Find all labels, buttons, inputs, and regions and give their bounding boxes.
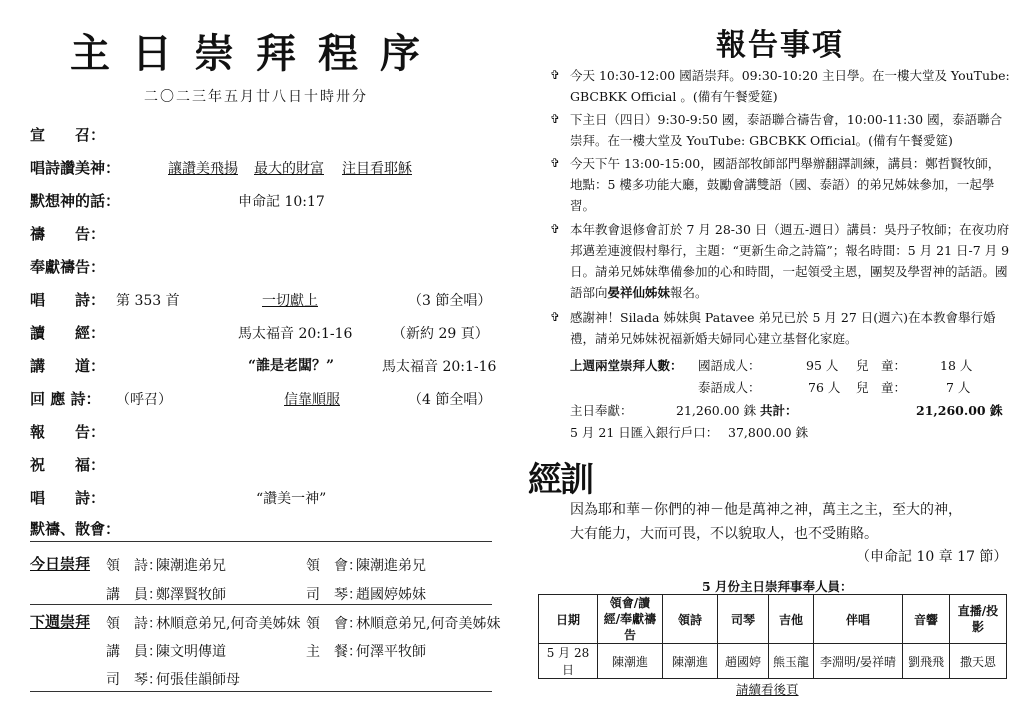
duty-header-stream: 直播/投影 bbox=[950, 595, 1007, 644]
today-k3: 講 員： bbox=[106, 587, 162, 603]
next-v4: 何澤平牧師 bbox=[356, 644, 426, 660]
announcement-1: 今天 10:30-12:00 國語崇拜。09:30-10:20 主日學。在一樓大堂及 YouTube: GBCBKK Official 。(備有午餐愛筵) bbox=[570, 68, 1010, 104]
item-blessing-label: 祝 福： bbox=[30, 456, 106, 474]
today-v1: 陳潮進弟兄 bbox=[156, 558, 226, 574]
duty-cell-date: 5 月 28 日 bbox=[539, 644, 598, 679]
item-praise-label: 唱詩讚美神： bbox=[30, 159, 121, 177]
item-sermon-label: 講 道： bbox=[30, 357, 106, 375]
sermon-verse: 馬太福音 20:1-16 bbox=[382, 359, 497, 375]
attendance-child-label: 兒 童： bbox=[856, 358, 907, 373]
offering-total-label: 共計： bbox=[760, 403, 798, 418]
announcement-4-text: 本年教會退修會訂於 7 月 28-30 日（週五-週日）講員：吳丹子牧師；在夜功府邦邁差連渡假村舉行，主題：“更新生命之詩篇”；報名時間：5 月 21 日-7 月 9 日。請弟兄姊妹準備參加的心和時間，一起領受主恩，團契及學習神的話語。國語部向 bbox=[570, 222, 1010, 300]
announcement-4-contact: 晏祥仙姊妹 bbox=[607, 285, 671, 300]
song-3[interactable]: 注目看耶穌 bbox=[342, 161, 412, 177]
duty-cell-song: 陳潮進 bbox=[663, 644, 718, 679]
next-k4: 主 餐： bbox=[306, 644, 362, 660]
duty-header-leader: 領會/讀經/奉獻禱告 bbox=[598, 595, 663, 644]
song-1[interactable]: 讓讚美飛揚 bbox=[168, 161, 238, 177]
today-v3: 鄭澤賢牧師 bbox=[156, 587, 226, 603]
item-dismissal-label: 默禱、散會： bbox=[30, 520, 121, 538]
duty-header-chorus: 伴唱 bbox=[814, 595, 903, 644]
attendance-label: 上週兩堂崇拜人數： bbox=[570, 358, 683, 373]
duty-header-guitar: 吉他 bbox=[769, 595, 814, 644]
bank-value: 37,800.00 銖 bbox=[728, 425, 809, 440]
item-response-label: 回 應 詩： bbox=[30, 390, 101, 408]
duty-header-piano: 司琴 bbox=[718, 595, 769, 644]
next-k1: 領 詩： bbox=[106, 616, 162, 632]
duty-header-sound: 音響 bbox=[903, 595, 950, 644]
bank-label: 5 月 21 日匯入銀行戶口： bbox=[570, 425, 719, 440]
today-heading: 今日崇拜 bbox=[30, 555, 91, 573]
duty-cell-sound: 劉飛飛 bbox=[903, 644, 950, 679]
reading-verse: 馬太福音 20:1-16 bbox=[238, 326, 353, 342]
response-song[interactable]: 信靠順服 bbox=[284, 392, 340, 408]
cross-icon: ✞ bbox=[550, 112, 561, 126]
divider bbox=[30, 604, 492, 605]
duty-cell-stream: 撒天恩 bbox=[950, 644, 1007, 679]
attendance-mandarin-label: 國語成人： bbox=[698, 358, 761, 373]
item-call-label: 宣 召： bbox=[30, 126, 106, 144]
item-hymn-label: 唱 詩： bbox=[30, 291, 106, 309]
announcements-title: 報告事項 bbox=[716, 28, 844, 63]
motto-title: 經訓 bbox=[528, 460, 592, 500]
cross-icon: ✞ bbox=[550, 310, 561, 324]
item-report-label: 報 告： bbox=[30, 423, 106, 441]
announcement-4 bbox=[570, 219, 1010, 303]
attendance-thai-value: 76 人 bbox=[808, 380, 841, 395]
response-prefix: （呼召） bbox=[116, 392, 172, 408]
duty-cell-chorus: 李淵明/晏祥晴 bbox=[814, 644, 903, 679]
cross-icon: ✞ bbox=[550, 222, 561, 236]
next-k2: 領 會： bbox=[306, 616, 362, 632]
offering-total: 21,260.00 銖 bbox=[916, 403, 1003, 418]
song-2[interactable]: 最大的財富 bbox=[254, 161, 324, 177]
divider bbox=[30, 691, 492, 692]
motto-reference: （申命記 10 章 17 節） bbox=[856, 549, 1008, 565]
offering-value: 21,260.00 銖 bbox=[676, 403, 757, 418]
hymn-number: 第 353 首 bbox=[116, 293, 180, 309]
today-v4: 趙國婷姊妹 bbox=[356, 587, 426, 603]
divider bbox=[30, 541, 492, 542]
motto-line-2: 大有能力，大而可畏，不以貌取人，也不受賄賂。 bbox=[570, 526, 878, 542]
next-k5: 司 琴： bbox=[106, 672, 162, 688]
motto-line-1: 因為耶和華－你們的神－他是萬神之神，萬主之主，至大的神， bbox=[570, 502, 962, 518]
next-v5: 何張佳韻師母 bbox=[156, 672, 240, 688]
item-prayer-label: 禱 告： bbox=[30, 225, 106, 243]
announcement-3: 今天下午 13:00-15:00，國語部牧師部門舉辦翻譯訓練，講員：鄭哲賢牧師，地點：5 樓多功能大廳，鼓勵會講雙語（國、泰語）的弟兄姊妹參加，一起學習。 bbox=[570, 156, 1001, 213]
announcement-5: 感謝神！Silada 姊妹與 Patavee 弟兄已於 5 月 27 日(週六)在本教會舉行婚禮，請弟兄姊妹祝福新婚夫婦同心建立基督化家庭。 bbox=[570, 310, 996, 346]
service-date: 二〇二三年五月廿八日十時卅分 bbox=[144, 89, 368, 105]
page-title: 主日崇拜程序 bbox=[70, 30, 442, 77]
today-k2: 領 會： bbox=[306, 558, 362, 574]
next-heading: 下週崇拜 bbox=[30, 613, 91, 631]
announcement-2: 下主日（四日）9:30-9:50 國，泰語聯合禱告會，10:00-11:30 國，泰語聯合崇拜。在一樓大堂及 YouTube: GBCBKK Official。(備有午餐愛筵) bbox=[570, 112, 1003, 148]
next-v2: 林順意弟兄,何奇美姊妹 bbox=[356, 616, 501, 632]
cross-icon: ✞ bbox=[550, 156, 561, 170]
today-k4: 司 琴： bbox=[306, 587, 362, 603]
duty-table bbox=[538, 594, 1007, 679]
duty-cell-leader: 陳潮進 bbox=[598, 644, 663, 679]
attendance-thai-child-label: 兒 童： bbox=[856, 380, 907, 395]
next-v1: 林順意弟兄,何奇美姊妹 bbox=[156, 616, 301, 632]
attendance-mandarin-value: 95 人 bbox=[806, 358, 839, 373]
continue-link[interactable]: 請續看後頁 bbox=[736, 682, 799, 697]
announcement-4-tail: 報名。 bbox=[670, 285, 708, 300]
reading-note: （新約 29 頁） bbox=[392, 326, 489, 342]
closing-hymn: “讚美一神” bbox=[256, 491, 327, 507]
attendance-child-value: 18 人 bbox=[940, 358, 973, 373]
duty-cell-guitar: 熊玉龍 bbox=[769, 644, 814, 679]
hymn-title[interactable]: 一切獻上 bbox=[262, 293, 318, 309]
duty-cell-piano: 趙國婷 bbox=[718, 644, 769, 679]
next-k3: 講 員： bbox=[106, 644, 162, 660]
offering-label: 主日奉獻： bbox=[570, 403, 633, 418]
duty-header-song: 領詩 bbox=[663, 595, 718, 644]
meditate-verse: 申命記 10:17 bbox=[238, 194, 325, 210]
attendance-thai-child-value: 7 人 bbox=[946, 380, 971, 395]
cross-icon: ✞ bbox=[550, 68, 561, 82]
item-offering-prayer-label: 奉獻禱告： bbox=[30, 258, 106, 276]
today-v2: 陳潮進弟兄 bbox=[356, 558, 426, 574]
item-closing-hymn-label: 唱 詩： bbox=[30, 489, 106, 507]
item-reading-label: 讀 經： bbox=[30, 324, 106, 342]
response-note: （4 節全唱） bbox=[408, 392, 492, 408]
hymn-note: （3 節全唱） bbox=[408, 293, 492, 309]
item-meditate-label: 默想神的話： bbox=[30, 192, 121, 210]
duty-header-date: 日期 bbox=[539, 595, 598, 644]
next-v3: 陳文明傳道 bbox=[156, 644, 226, 660]
duty-title: 5 月份主日崇拜事奉人員： bbox=[702, 579, 853, 594]
attendance-thai-label: 泰語成人： bbox=[698, 380, 761, 395]
today-k1: 領 詩： bbox=[106, 558, 162, 574]
sermon-topic: “誰是老闆？” bbox=[248, 358, 335, 374]
